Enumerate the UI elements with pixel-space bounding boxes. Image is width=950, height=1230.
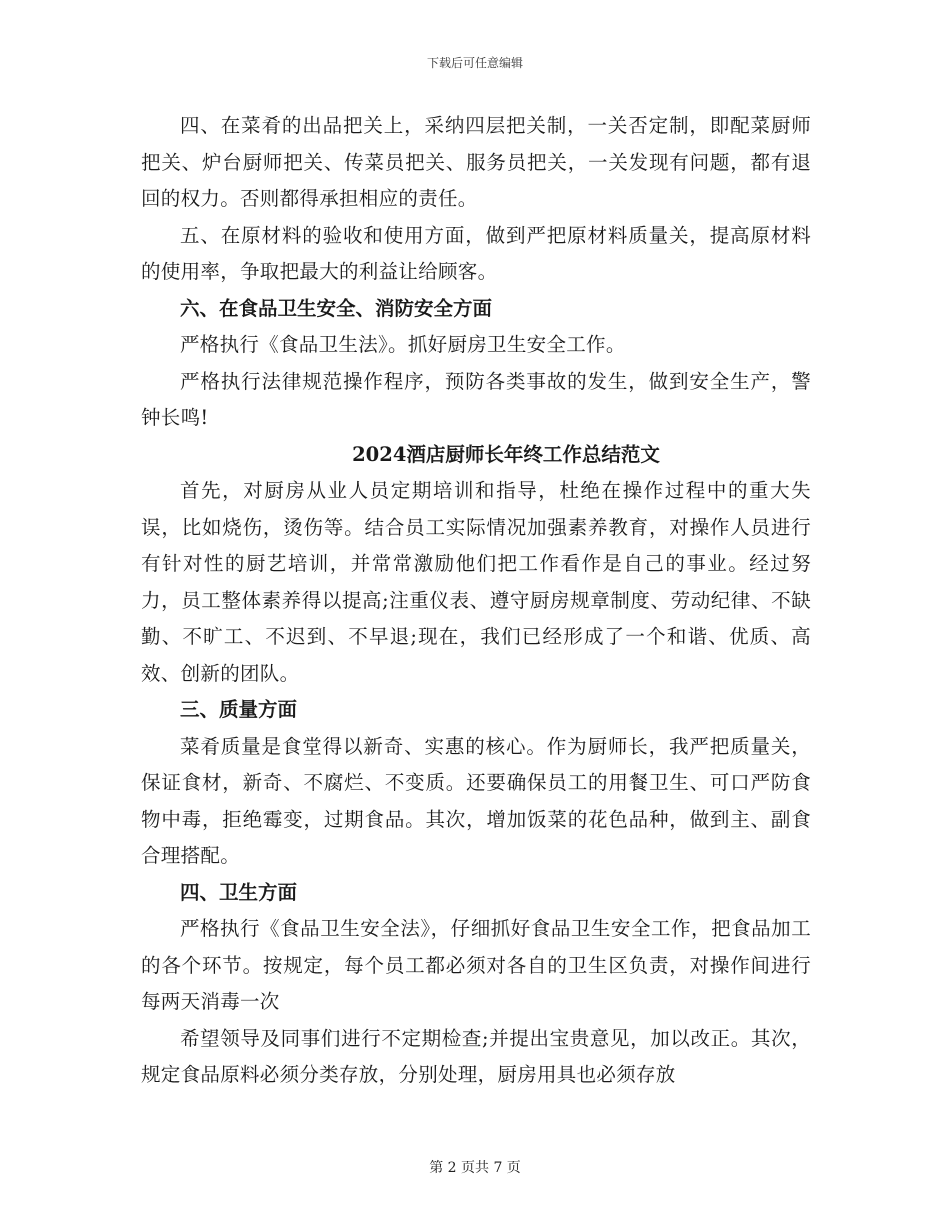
paragraph-hygiene-law: 严格执行《食品卫生安全法》，仔细抓好食品卫生安全工作，把食品加工的各个环节。按规定，每个员工都必须对各自的卫生区负责，对操作间进行每两天消毒一次 (141, 917, 811, 1013)
page-number: 第 2 页共 7 页 (429, 1160, 521, 1176)
paragraph-staff-training: 首先，对厨房从业人员定期培训和指导，杜绝在操作过程中的重大失误，比如烧伤，烫伤等。结合员工实际情况加强素养教育，对操作人员进行有针对性的厨艺培训，并常常激励他们把工作看作是自己的事业。经过努力，员工整体素养得以提高;注重仪表、遵守厨房规章制度、劳动纪律、不缺勤、不旷工、不迟到、不早退;现在，我们已经形成了一个和谐、优质、高效、创新的团队。 (141, 479, 811, 685)
paragraph-raw-materials: 五、在原材料的验收和使用方面，做到严把原材料质量关，提高原材料的使用率，争取把最大的利益让给顾客。 (141, 223, 811, 283)
paragraph-food-hygiene-law: 严格执行《食品卫生法》。抓好厨房卫生安全工作。 (180, 333, 626, 356)
document-body (141, 108, 811, 1094)
heading-quality: 三、质量方面 (180, 698, 298, 721)
document-title: 2024酒店厨师长年终工作总结范文 (352, 442, 660, 466)
paragraph-inspection: 希望领导及同事们进行不定期检查;并提出宝贵意见，加以改正。其次，规定食品原料必须分类存放，分别处理，厨房用具也必须存放 (141, 1026, 811, 1086)
page-header: 下载后可任意编辑 (426, 56, 523, 70)
paragraph-safe-operation: 严格执行法律规范操作程序，预防各类事故的发生，做到安全生产，警钟长鸣! (141, 369, 811, 429)
paragraph-dish-quality: 菜肴质量是食堂得以新奇、实惠的核心。作为厨师长，我严把质量关，保证食材，新奇、不腐烂、不变质。还要确保员工的用餐卫生、可口严防食物中毒，拒绝霉变，过期食品。其次，增加饭菜的花色品种，做到主、副食合理搭配。 (141, 734, 811, 867)
heading-hygiene: 四、卫生方面 (180, 880, 298, 904)
paragraph-food-inspection: 四、在菜肴的出品把关上，采纳四层把关制，一关否定制，即配菜厨师把关、炉台厨师把关、传菜员把关、服务员把关，一关发现有问题，都有退回的权力。否则都得承担相应的责任。 (141, 114, 811, 210)
heading-food-fire-safety: 六、在食品卫生安全、消防安全方面 (180, 296, 493, 320)
